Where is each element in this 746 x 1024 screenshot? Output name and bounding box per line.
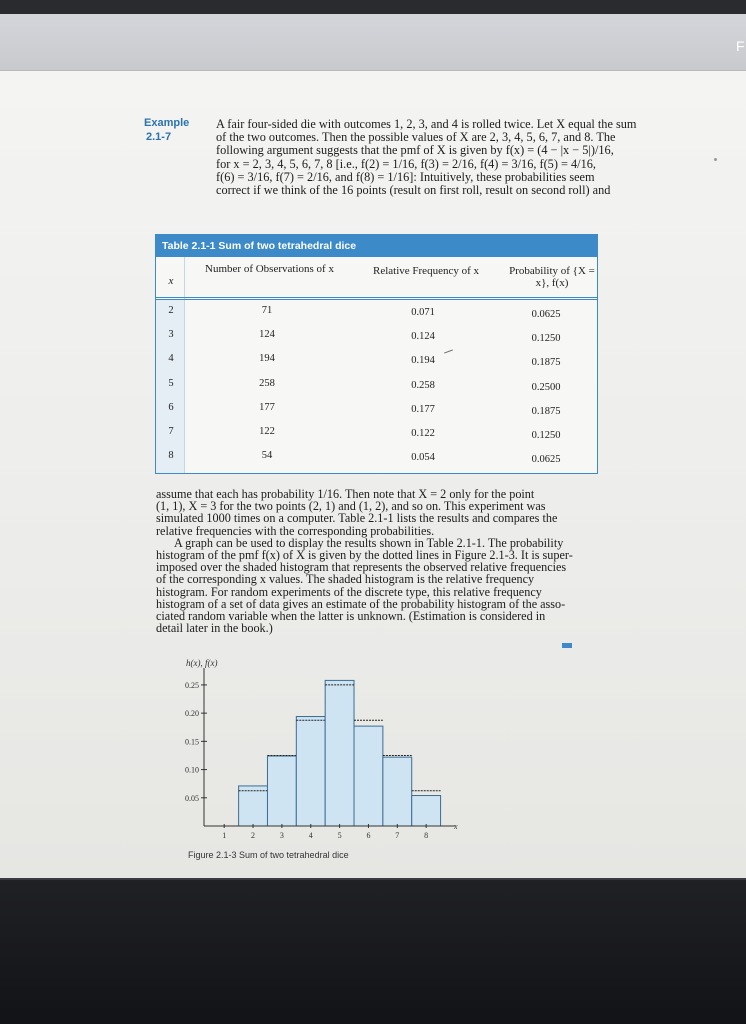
- page-bottom-edge: [0, 878, 746, 880]
- table-title-text: Table 2.1-1 Sum of two tetrahedral dice: [162, 240, 357, 252]
- body-line: histogram of the pmf f(x) of X is given by the dotted lines in Figure 2.1-3. It is super-: [156, 548, 573, 563]
- histogram-bar: [383, 757, 412, 826]
- header-rule: [156, 297, 597, 298]
- histogram-bar: [267, 756, 296, 826]
- cell-probability: 0.0625: [531, 454, 561, 465]
- example-number: 2.1-7: [146, 131, 172, 143]
- header-probability: Probability of {X = x}, f(x): [509, 265, 595, 289]
- header-rule: [156, 299, 597, 300]
- cell-probability: 0.1250: [531, 430, 561, 441]
- cell-relative: 0.194: [411, 355, 435, 366]
- intro-line: A fair four-sided die with outcomes 1, 2, 3, and 4 is rolled twice. Let X equal the sum: [216, 117, 637, 131]
- cell-x: 2: [168, 305, 174, 316]
- cell-x: 4: [168, 353, 174, 364]
- body-line: detail later in the book.): [156, 621, 273, 636]
- table-row: [156, 329, 597, 343]
- cell-x: 3: [168, 329, 174, 340]
- body-line: (1, 1), X = 3 for the two points (2, 1) and (1, 2), and so on. This experiment was: [156, 499, 546, 514]
- viewer-header: [0, 14, 746, 70]
- cell-x: 7: [168, 426, 174, 437]
- cell-probability: 0.1875: [531, 406, 561, 417]
- cell-probability: 0.2500: [531, 382, 561, 393]
- cell-x: 8: [168, 450, 174, 461]
- x-tick-label: 1: [222, 831, 227, 840]
- y-tick-label: 0.25: [185, 680, 199, 690]
- screen-bottom-bezel: [0, 878, 746, 1024]
- histogram-bar: [325, 680, 354, 826]
- body-line: of the corresponding x values. The shaded histogram is the relative frequency: [156, 572, 535, 587]
- body-line: assume that each has probability 1/16. Then note that X = 2 only for the point: [156, 487, 535, 501]
- header-observations: Number of Observations of x: [205, 263, 334, 275]
- x-tick-label: 7: [395, 831, 400, 840]
- x-axis-label: x: [454, 822, 458, 831]
- table-row: [156, 305, 597, 319]
- y-tick-label: 0.15: [185, 737, 199, 747]
- table-title: [156, 235, 597, 257]
- cell-probability: 0.1250: [531, 333, 561, 344]
- cell-relative: 0.177: [411, 404, 435, 415]
- y-tick-label: 0.05: [185, 793, 199, 803]
- cell-observations: 258: [259, 378, 275, 389]
- example-label: [144, 116, 196, 144]
- intro-line: following argument suggests that the pmf of X is given by f(x) = (4 − |x − 5|)/16,: [216, 143, 614, 158]
- example-intro-text: [216, 118, 664, 197]
- body-text: [156, 488, 576, 634]
- histogram-bar: [412, 796, 441, 826]
- header-relative-frequency: Relative Frequency of x: [373, 265, 479, 277]
- cell-observations: 194: [259, 353, 275, 364]
- y-tick-label: 0.10: [185, 765, 199, 775]
- cell-probability: 0.1875: [531, 357, 561, 368]
- cell-observations: 124: [259, 329, 275, 340]
- body-line: histogram. For random experiments of the discrete type, this relative frequency: [156, 584, 542, 599]
- cell-observations: 54: [261, 450, 273, 461]
- cell-relative: 0.122: [411, 428, 435, 439]
- body-line: imposed over the shaded histogram that represents the observed relative frequencies: [156, 560, 567, 575]
- table-2-1-1: [155, 234, 598, 474]
- x-tick-label: 8: [424, 831, 429, 840]
- cell-relative: 0.071: [411, 307, 435, 318]
- chart-ylabel: h(x), f(x): [186, 658, 218, 668]
- example-word: Example: [144, 117, 190, 129]
- speck: [714, 158, 717, 161]
- table-row: [156, 426, 597, 440]
- body-line: ciated random variable when the latter is unknown. (Estimation is considered in: [156, 609, 546, 624]
- cell-observations: 177: [259, 402, 275, 413]
- figure-caption: Figure 2.1-3 Sum of two tetrahedral dice: [188, 850, 349, 860]
- x-tick-label: 5: [337, 831, 342, 840]
- histogram-bar: [354, 726, 383, 826]
- cell-probability: 0.0625: [531, 309, 561, 320]
- x-tick-label: 4: [308, 831, 313, 840]
- cell-relative: 0.124: [411, 331, 435, 342]
- cell-x: 6: [168, 402, 174, 413]
- corner-letter: F: [736, 38, 745, 54]
- intro-line: f(6) = 3/16, f(7) = 2/16, and f(8) = 1/16]: Intuitively, these probabilities seem: [216, 169, 595, 184]
- cell-relative: 0.054: [411, 452, 435, 463]
- table-row: [156, 378, 597, 392]
- body-line: relative frequencies with the corresponding probabilities.: [156, 523, 435, 538]
- histogram-figure: [170, 660, 470, 850]
- table-row: [156, 402, 597, 416]
- intro-line: correct if we think of the 16 points (result on first roll, result on second roll) and: [216, 183, 611, 198]
- table-row: [156, 450, 597, 464]
- cell-relative: 0.258: [411, 380, 435, 391]
- end-of-example-marker: [562, 643, 572, 648]
- x-tick-label: 6: [366, 831, 371, 840]
- cell-observations: 122: [259, 426, 275, 437]
- body-line: A graph can be used to display the results shown in Table 2.1-1. The probability: [174, 535, 564, 550]
- body-line: simulated 1000 times on a computer. Table 2.1-1 lists the results and compares the: [156, 511, 558, 526]
- cell-x: 5: [168, 378, 174, 389]
- intro-line: for x = 2, 3, 4, 5, 6, 7, 8 [i.e., f(2) = 1/16, f(3) = 2/16, f(4) = 3/16, f(5) = 4/16,: [216, 156, 596, 171]
- x-tick-label: 2: [251, 831, 256, 840]
- x-tick-label: 3: [279, 831, 284, 840]
- y-tick-label: 0.20: [185, 709, 199, 719]
- intro-line: of the two outcomes. Then the possible values of X are 2, 3, 4, 5, 6, 7, and 8. The: [216, 130, 616, 145]
- cell-observations: 71: [261, 305, 273, 316]
- window-top-bar: [0, 0, 746, 14]
- table-row: [156, 353, 597, 367]
- histogram-bar: [296, 717, 325, 826]
- histogram-bar: [239, 786, 268, 826]
- header-x: x: [168, 275, 174, 287]
- body-line: histogram of a set of data gives an estimate of the probability histogram of the asso-: [156, 596, 566, 611]
